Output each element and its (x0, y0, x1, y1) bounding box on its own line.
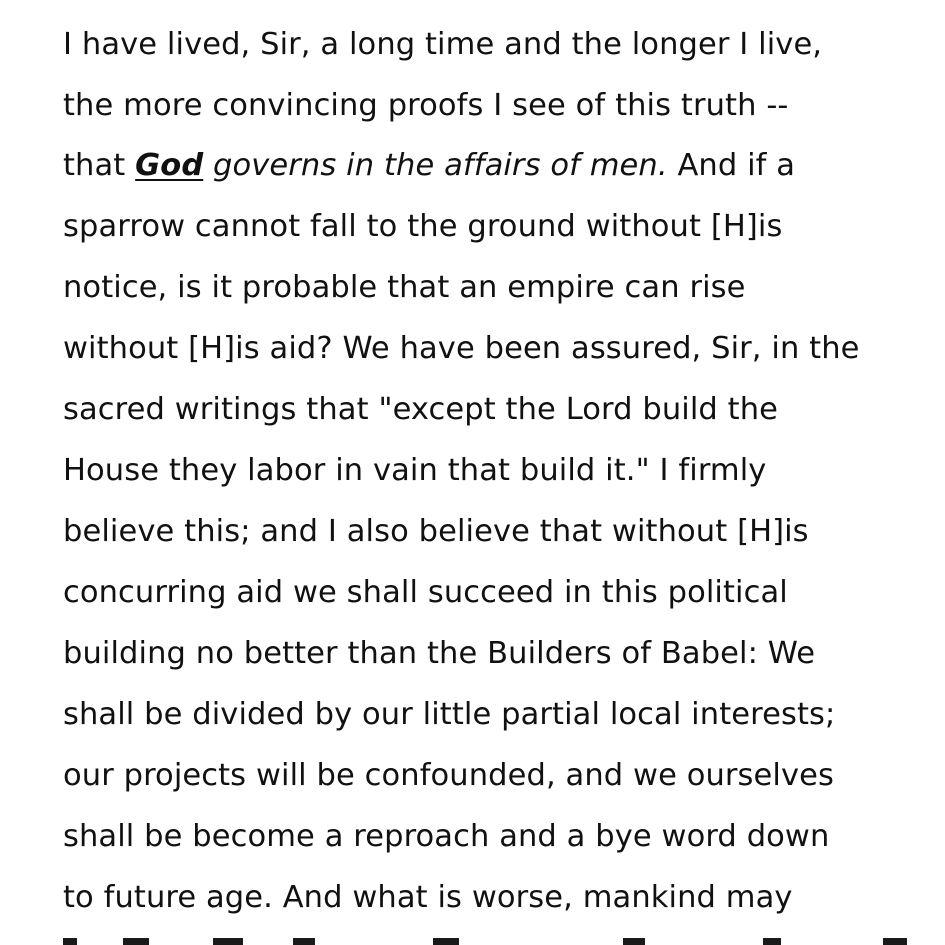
cut-off-text-line (63, 938, 933, 945)
passage-line: House they labor in vain that build it." I firmly (63, 453, 767, 488)
passage-line: sparrow cannot fall to the ground without [H]is (63, 209, 783, 244)
passage-line: shall be become a reproach and a bye word down (63, 819, 830, 854)
emphasized-word: God (135, 148, 204, 183)
passage-line: to future age. And what is worse, mankind may (63, 880, 793, 915)
passage-line (63, 146, 795, 186)
passage-line: sacred writings that "except the Lord build the (63, 392, 779, 427)
italic-phrase: governs in the affairs of men. (203, 148, 668, 183)
passage-line: notice, is it probable that an empire can rise (63, 270, 746, 305)
passage-line: believe this; and I also believe that without [H]is (63, 514, 809, 549)
passage-text: And if a (667, 148, 796, 183)
passage-text: that (63, 148, 136, 183)
passage-line: our projects will be confounded, and we ourselves (63, 758, 834, 793)
passage-line: shall be divided by our little partial local interests; (63, 697, 836, 732)
passage-line: concurring aid we shall succeed in this political (63, 575, 788, 610)
passage-line: building no better than the Builders of Babel: We (63, 636, 816, 671)
passage-line: without [H]is aid? We have been assured, Sir, in the (63, 331, 860, 366)
passage-line: I have lived, Sir, a long time and the longer I live, (63, 27, 823, 62)
passage-line: the more convincing proofs I see of this truth -- (63, 88, 789, 123)
